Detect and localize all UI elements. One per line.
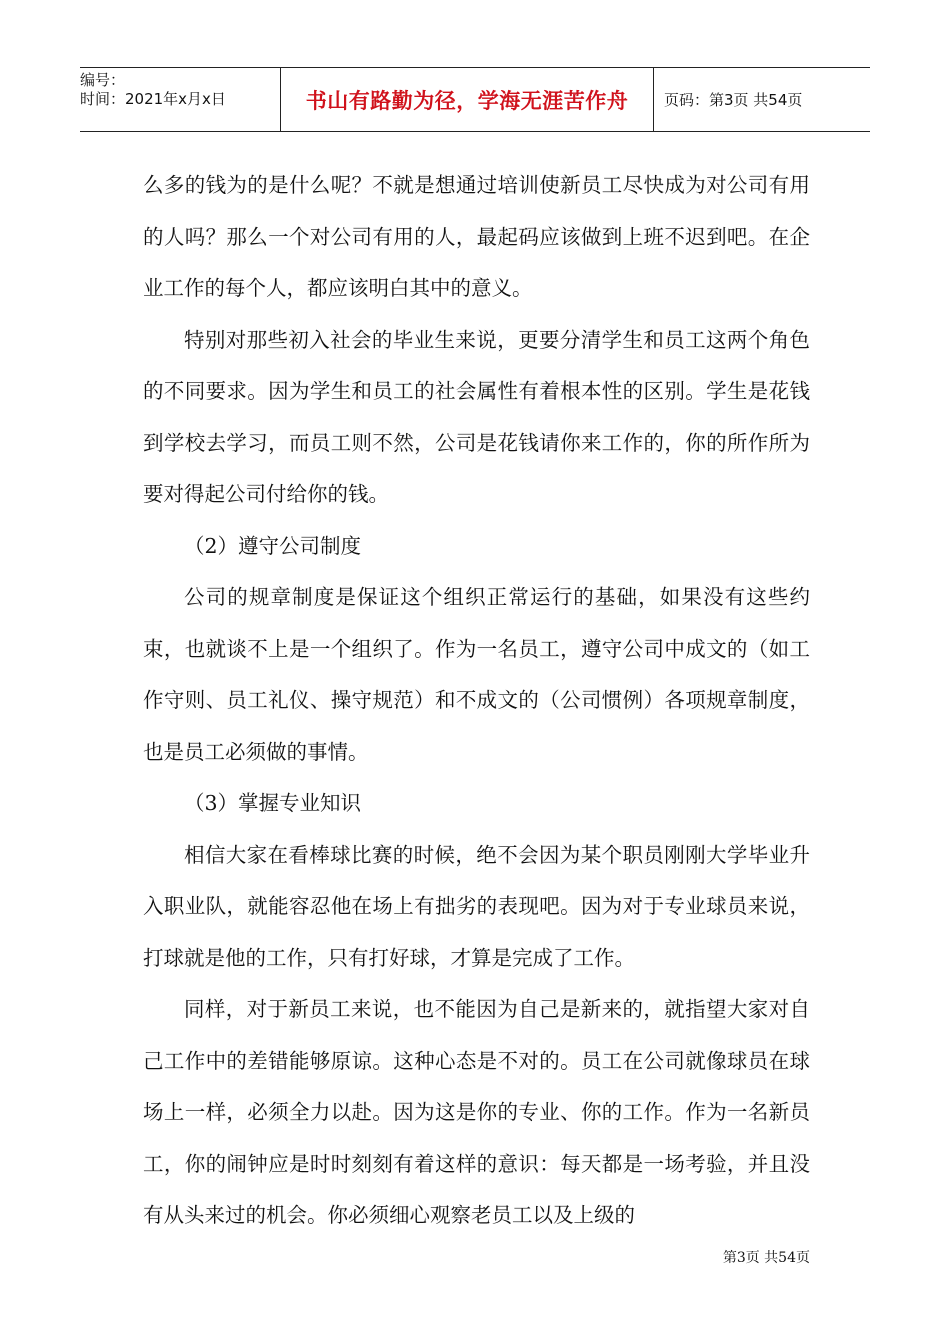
document-body — [143, 160, 810, 1242]
header-page-info — [654, 68, 880, 131]
paragraph: 相信大家在看棒球比赛的时候，绝不会因为某个职员刚刚大学毕业升入职业队，就能容忍他在场上有拙劣的表现吧。因为对于专业球员来说，打球就是他的工作，只有打好球，才算是完成了工作。 — [143, 842, 810, 970]
footer-page-number: 第3页 共54页 — [722, 1250, 810, 1266]
paragraph: 么多的钱为的是什么呢？不就是想通过培训使新员工尽快成为对公司有用的人吗？那么一个对公司有用的人，最起码应该做到上班不迟到吧。在企业工作的每个人，都应该明白其中的意义。 — [143, 173, 810, 300]
header-page-number: 页码：第3页 共54页 — [664, 91, 803, 109]
header-meta — [80, 68, 280, 134]
page-header — [80, 67, 870, 132]
paragraph: 同样，对于新员工来说，也不能因为自己是新来的，就指望大家对自己工作中的差错能够原谅。这种心态是不对的。员工在公司就像球员在球场上一样，必须全力以赴。因为这是你的专业、你的工作。作为一名新员工，你的闹钟应是时时刻刻有着这样的意识：每天都是一场考验，并且没有从头来过的机会。你必须细心观察老员工以及上级的 — [143, 997, 810, 1227]
section-heading: （2）遵守公司制度 — [184, 533, 362, 558]
section-heading: （3）掌握专业知识 — [184, 791, 362, 815]
paragraph: 特别对那些初入社会的毕业生来说，更要分清学生和员工这两个角色的不同要求。因为学生和员工的社会属性有着根本性的区别。学生是花钱到学校去学习，而员工则不然，公司是花钱请你来工作的，你的所作所为要对得起公司付给你的钱。 — [143, 327, 810, 506]
page-footer — [723, 1247, 810, 1267]
paragraph: 公司的规章制度是保证这个组织正常运行的基础，如果没有这些约束，也就谈不上是一个组织了。作为一名员工，遵守公司中成文的（如工作守则、员工礼仪、操守规范）和不成文的（公司惯例）各项规章制度，也是员工必须做的事情。 — [143, 585, 810, 764]
header-motto-cell — [280, 68, 654, 131]
motto-text: 书山有路勤为径，学海无涯苦作舟 — [305, 88, 629, 113]
number-label: 编号： — [80, 71, 126, 89]
time-label: 时间：2021年x月x日 — [80, 90, 226, 108]
